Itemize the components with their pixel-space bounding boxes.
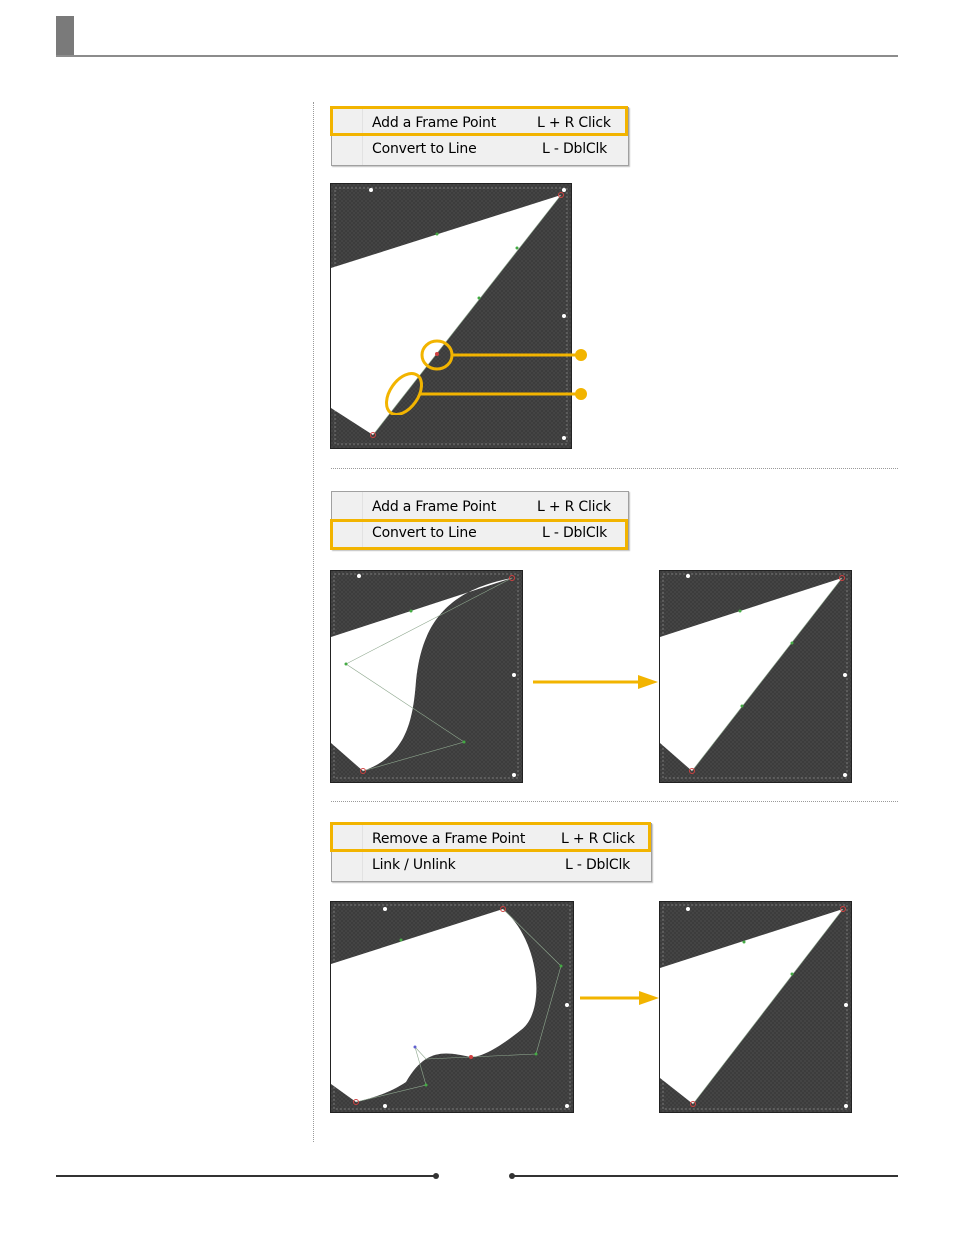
arrow-right bbox=[579, 988, 661, 1008]
menu-item-label: Remove a Frame Point bbox=[372, 831, 526, 847]
section-divider bbox=[331, 468, 898, 469]
highlight-frame bbox=[330, 106, 628, 136]
highlight-frame bbox=[330, 519, 628, 550]
menu-item-add-frame-point[interactable] bbox=[332, 494, 628, 520]
footer-dot bbox=[509, 1173, 515, 1179]
menu-item-convert-to-line[interactable] bbox=[332, 136, 628, 162]
footer-rule-left bbox=[56, 1175, 436, 1177]
canvas-line-after-remove bbox=[659, 901, 852, 1113]
section-divider bbox=[331, 801, 898, 802]
arrow-right bbox=[532, 672, 660, 692]
menu-item-label: Link / Unlink bbox=[372, 857, 456, 873]
canvas-line-after bbox=[659, 570, 852, 783]
shape-illustration bbox=[660, 571, 851, 782]
shape-illustration bbox=[331, 571, 522, 782]
menu-item-label: Add a Frame Point bbox=[372, 115, 497, 131]
menu-item-link-unlink[interactable] bbox=[332, 852, 651, 878]
header-block bbox=[56, 16, 74, 57]
menu-item-shortcut: L - DblClk bbox=[542, 141, 608, 157]
header-rule bbox=[56, 55, 898, 57]
menu-item-shortcut: L - DblClk bbox=[542, 525, 608, 541]
menu-item-shortcut: L + R Click bbox=[561, 831, 635, 847]
menu-item-label: Convert to Line bbox=[372, 525, 477, 541]
footer-dot bbox=[433, 1173, 439, 1179]
shape-illustration bbox=[331, 902, 573, 1112]
column-divider bbox=[313, 102, 314, 1142]
highlight-frame bbox=[330, 822, 651, 852]
menu-item-shortcut: L + R Click bbox=[537, 499, 611, 515]
menu-item-shortcut: L + R Click bbox=[537, 115, 611, 131]
footer-rule-right bbox=[512, 1175, 898, 1177]
shape-illustration bbox=[660, 902, 851, 1112]
menu-item-shortcut: L - DblClk bbox=[565, 857, 631, 873]
menu-item-label: Convert to Line bbox=[372, 141, 477, 157]
canvas-curve-before bbox=[330, 570, 523, 783]
menu-item-label: Add a Frame Point bbox=[372, 499, 497, 515]
canvas-curve-before-remove bbox=[330, 901, 574, 1113]
callout-lines bbox=[380, 335, 600, 415]
